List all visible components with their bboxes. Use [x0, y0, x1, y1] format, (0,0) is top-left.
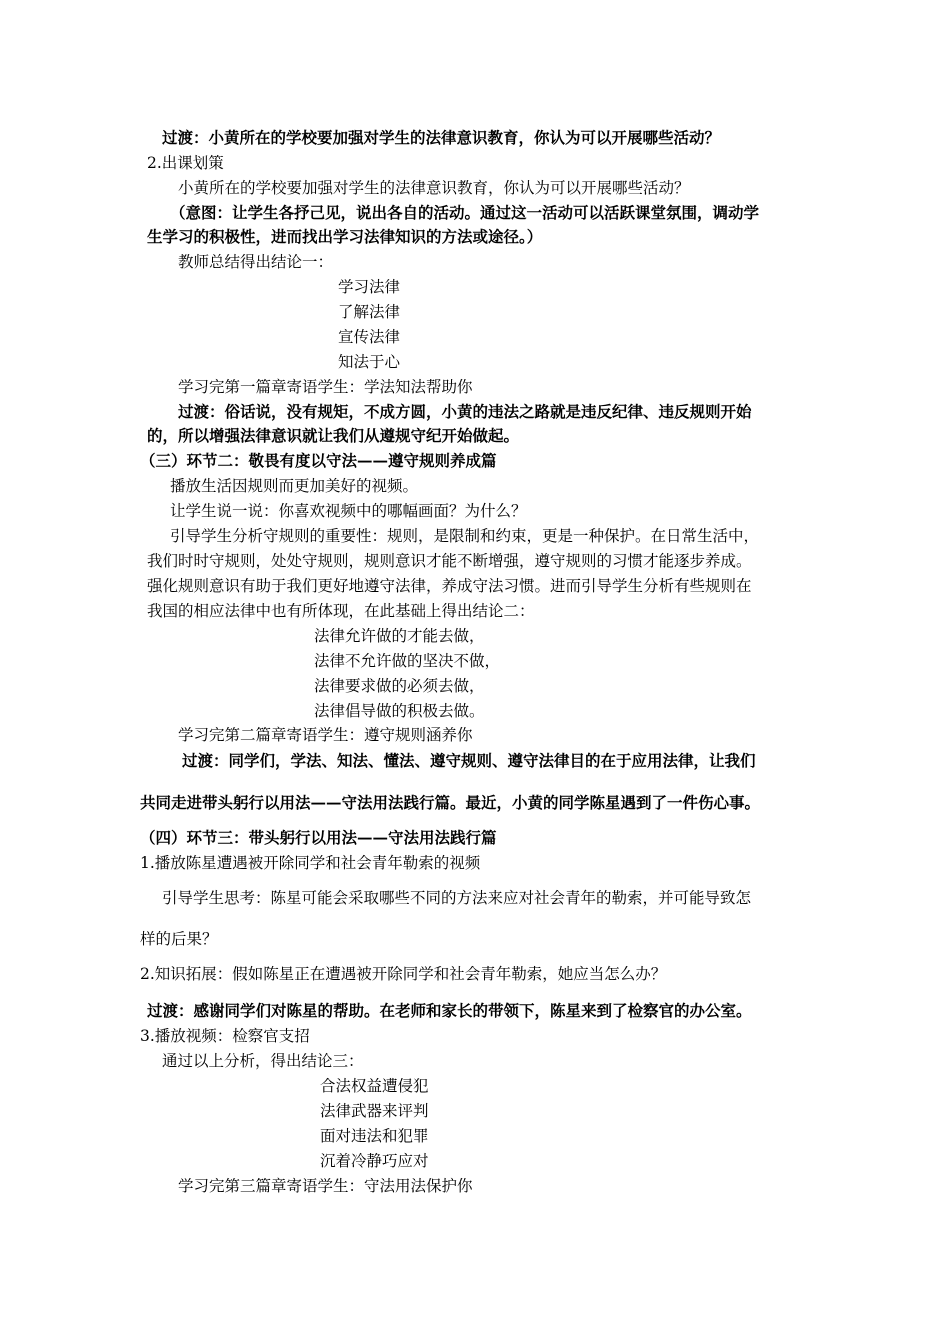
item-line-2: 2.知识拓展：假如陈星正在遭遇被开除同学和社会青年勒索，她应当怎么办？	[140, 965, 667, 983]
transition-line-4: 过渡：感谢同学们对陈星的帮助。在老师和家长的带领下，陈星来到了检察官的办公室。	[147, 1001, 752, 1020]
conclusion-2-line: 法律不允许做的坚决不做，	[314, 652, 501, 670]
conclusion-2-line: 法律允许做的才能去做，	[314, 627, 485, 645]
item-line-1: 1.播放陈星遭遇被开除同学和社会青年勒索的视频	[140, 854, 481, 872]
paragraph-line: 让学生说一说：你喜欢视频中的哪幅画面？为什么？	[170, 502, 527, 520]
conclusion-1-line: 了解法律	[338, 303, 401, 321]
message-line-1: 学习完第一篇章寄语学生：学法知法帮助你	[178, 378, 473, 396]
conclusion-3-line: 合法权益遭侵犯	[320, 1077, 429, 1095]
paragraph-line: 播放生活因规则而更加美好的视频。	[170, 477, 419, 495]
message-line-2: 学习完第二篇章寄语学生：遵守规则涵养你	[178, 726, 473, 744]
conclusion-2-line: 法律倡导做的积极去做。	[314, 702, 485, 720]
intent-line-1: （意图：让学生各抒己见，说出各自的活动。通过这一活动可以活跃课堂氛围，调动学	[170, 203, 760, 222]
conclusion-intro-3: 通过以上分析，得出结论三：	[162, 1052, 364, 1070]
transition-line-2a: 过渡：俗话说，没有规矩，不成方圆，小黄的违法之路就是违反纪律、违反规则开始	[178, 402, 752, 421]
conclusion-intro-1: 教师总结得出结论一：	[178, 253, 334, 271]
paragraph-line: 引导学生思考：陈星可能会采取哪些不同的方法来应对社会青年的勒索，并可能导致怎	[162, 889, 752, 907]
conclusion-3-line: 沉着冷静巧应对	[320, 1152, 429, 1170]
transition-line-3b: 共同走进带头躬行以用法——守法用法践行篇。最近，小黄的同学陈星遇到了一件伤心事。	[140, 793, 761, 812]
conclusion-2-line: 法律要求做的必须去做，	[314, 677, 485, 695]
section-heading-4: （四）环节三：带头躬行以用法——守法用法践行篇	[140, 828, 497, 847]
paragraph-line: 小黄所在的学校要加强对学生的法律意识教育，你认为可以开展哪些活动？	[178, 179, 690, 197]
conclusion-3-line: 面对违法和犯罪	[320, 1127, 429, 1145]
conclusion-3-line: 法律武器来评判	[320, 1102, 429, 1120]
intent-line-2: 生学习的积极性，进而找出学习法律知识的方法或途径。）	[147, 227, 543, 246]
paragraph-line: 强化规则意识有助于我们更好地遵守法律，养成守法习惯。进而引导学生分析有些规则在	[147, 577, 752, 595]
paragraph-line: 引导学生分析守规则的重要性：规则，是限制和约束，更是一种保护。在日常生活中，	[170, 527, 760, 545]
transition-line-1: 过渡：小黄所在的学校要加强对学生的法律意识教育，你认为可以开展哪些活动？	[162, 128, 721, 147]
section-heading-3: （三）环节二：敬畏有度以守法——遵守规则养成篇	[140, 451, 497, 470]
paragraph-line: 我国的相应法律中也有所体现，在此基础上得出结论二：	[147, 602, 535, 620]
message-line-3: 学习完第三篇章寄语学生：守法用法保护你	[178, 1177, 473, 1195]
transition-line-3a: 过渡：同学们，学法、知法、懂法、遵守规则、遵守法律目的在于应用法律，让我们	[182, 751, 756, 770]
item-line-3: 3.播放视频：检察官支招	[140, 1027, 310, 1045]
conclusion-1-line: 知法于心	[338, 353, 401, 371]
item-heading-2: 2.出课划策	[147, 154, 224, 172]
transition-line-2b: 的，所以增强法律意识就让我们从遵规守纪开始做起。	[147, 426, 520, 445]
paragraph-line: 我们时时守规则，处处守规则，规则意识才能不断增强，遵守规则的习惯才能逐步养成。	[147, 552, 752, 570]
conclusion-1-line: 宣传法律	[338, 328, 401, 346]
conclusion-1-line: 学习法律	[338, 278, 401, 296]
paragraph-line: 样的后果？	[140, 930, 218, 948]
